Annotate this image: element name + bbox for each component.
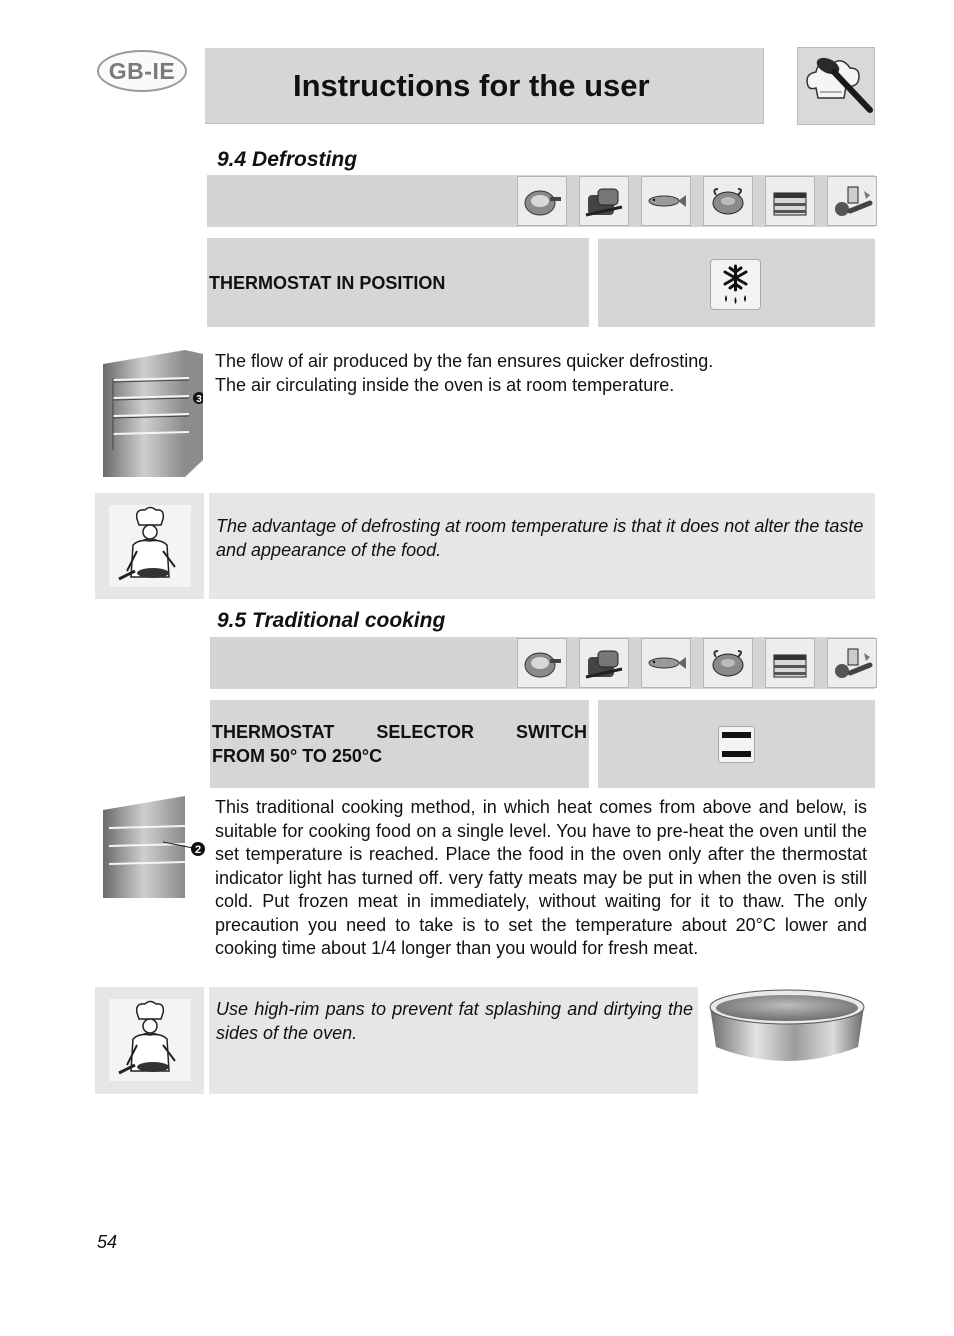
vegetables-icon [827,638,877,688]
cake-icon [765,176,815,226]
defrost-description [215,350,875,397]
food-icon-strip-2 [517,638,877,688]
page-number: 54 [97,1232,118,1252]
chef-icon [109,999,191,1081]
setting-label-word-selector: SELECTOR [376,722,474,742]
symbol-box-2 [598,700,875,788]
chef-icon [109,505,191,587]
bread-icon [579,176,629,226]
region-badge-label: GB-IE [108,57,176,84]
fish-icon [641,638,691,688]
region-badge [97,50,187,92]
poultry-icon [703,638,753,688]
setting-label-word-switch: SWITCH [515,722,587,742]
top-bottom-heat-icon [718,726,755,763]
section-title-traditional-cooking: 9.5 Traditional cooking [217,609,446,632]
defrost-note: The advantage of defrosting at room temperature is that it does not alter the taste and appearance of the food. [216,516,864,560]
snowflake-defrost-icon [710,259,761,310]
setting-label-box [207,238,589,327]
setting-label-line2: FROM 50° TO 250°C [212,746,383,766]
oven-shelf-illustration [103,350,203,477]
high-rim-pan-illustration [706,985,868,1071]
chef-hat-spoon-icon [797,47,875,125]
defrost-text-line2: The air circulating inside the oven is at room temperature. [215,374,675,395]
header-band [205,48,764,124]
shelf-number-2: 2 [194,844,202,856]
fish-icon [641,176,691,226]
vegetables-icon [827,176,877,226]
pan-note-band [209,987,698,1094]
setting-label-box-2 [210,700,589,788]
defrost-note-band [209,493,875,599]
setting-label: THERMOSTAT IN POSITION [209,272,446,293]
page-title: Instructions for the user [293,67,650,103]
chef-icon-box [95,493,204,599]
food-icon-strip [517,176,877,226]
section-title-defrosting: 9.4 Defrosting [217,148,358,171]
defrost-text-line1: The flow of air produced by the fan ensures quicker defrosting. [215,351,714,371]
setting-label-word-thermostat: THERMOSTAT [212,722,335,742]
cake-icon [765,638,815,688]
bread-icon [579,638,629,688]
oven-shelf-illustration-2 [103,796,208,900]
pan-note: Use high-rim pans to prevent fat splashing and dirtying the sides of the oven. [216,999,693,1043]
meat-roast-icon [517,176,567,226]
traditional-cooking-description: This traditional cooking method, in which heat comes from above and below, is suitable for cooking food on a single level. You have to pre-heat the oven until the set temperature is reached. Place the food in the oven only after the thermostat indicator light has turned off. very fatty meats may be put in when the oven is still cold. Put frozen meat in immediately, without waiting for it to thaw. The only precaution you need to take is to set the temperature about 20°C lower and cooking time about 1/4 longer than you would for fresh meat. [215,797,867,958]
meat-roast-icon [517,638,567,688]
shelf-number-3: 3 [196,394,202,405]
chef-icon-box-2 [95,987,204,1094]
poultry-icon [703,176,753,226]
symbol-box [598,238,875,327]
setting-label-line1 [212,720,587,744]
